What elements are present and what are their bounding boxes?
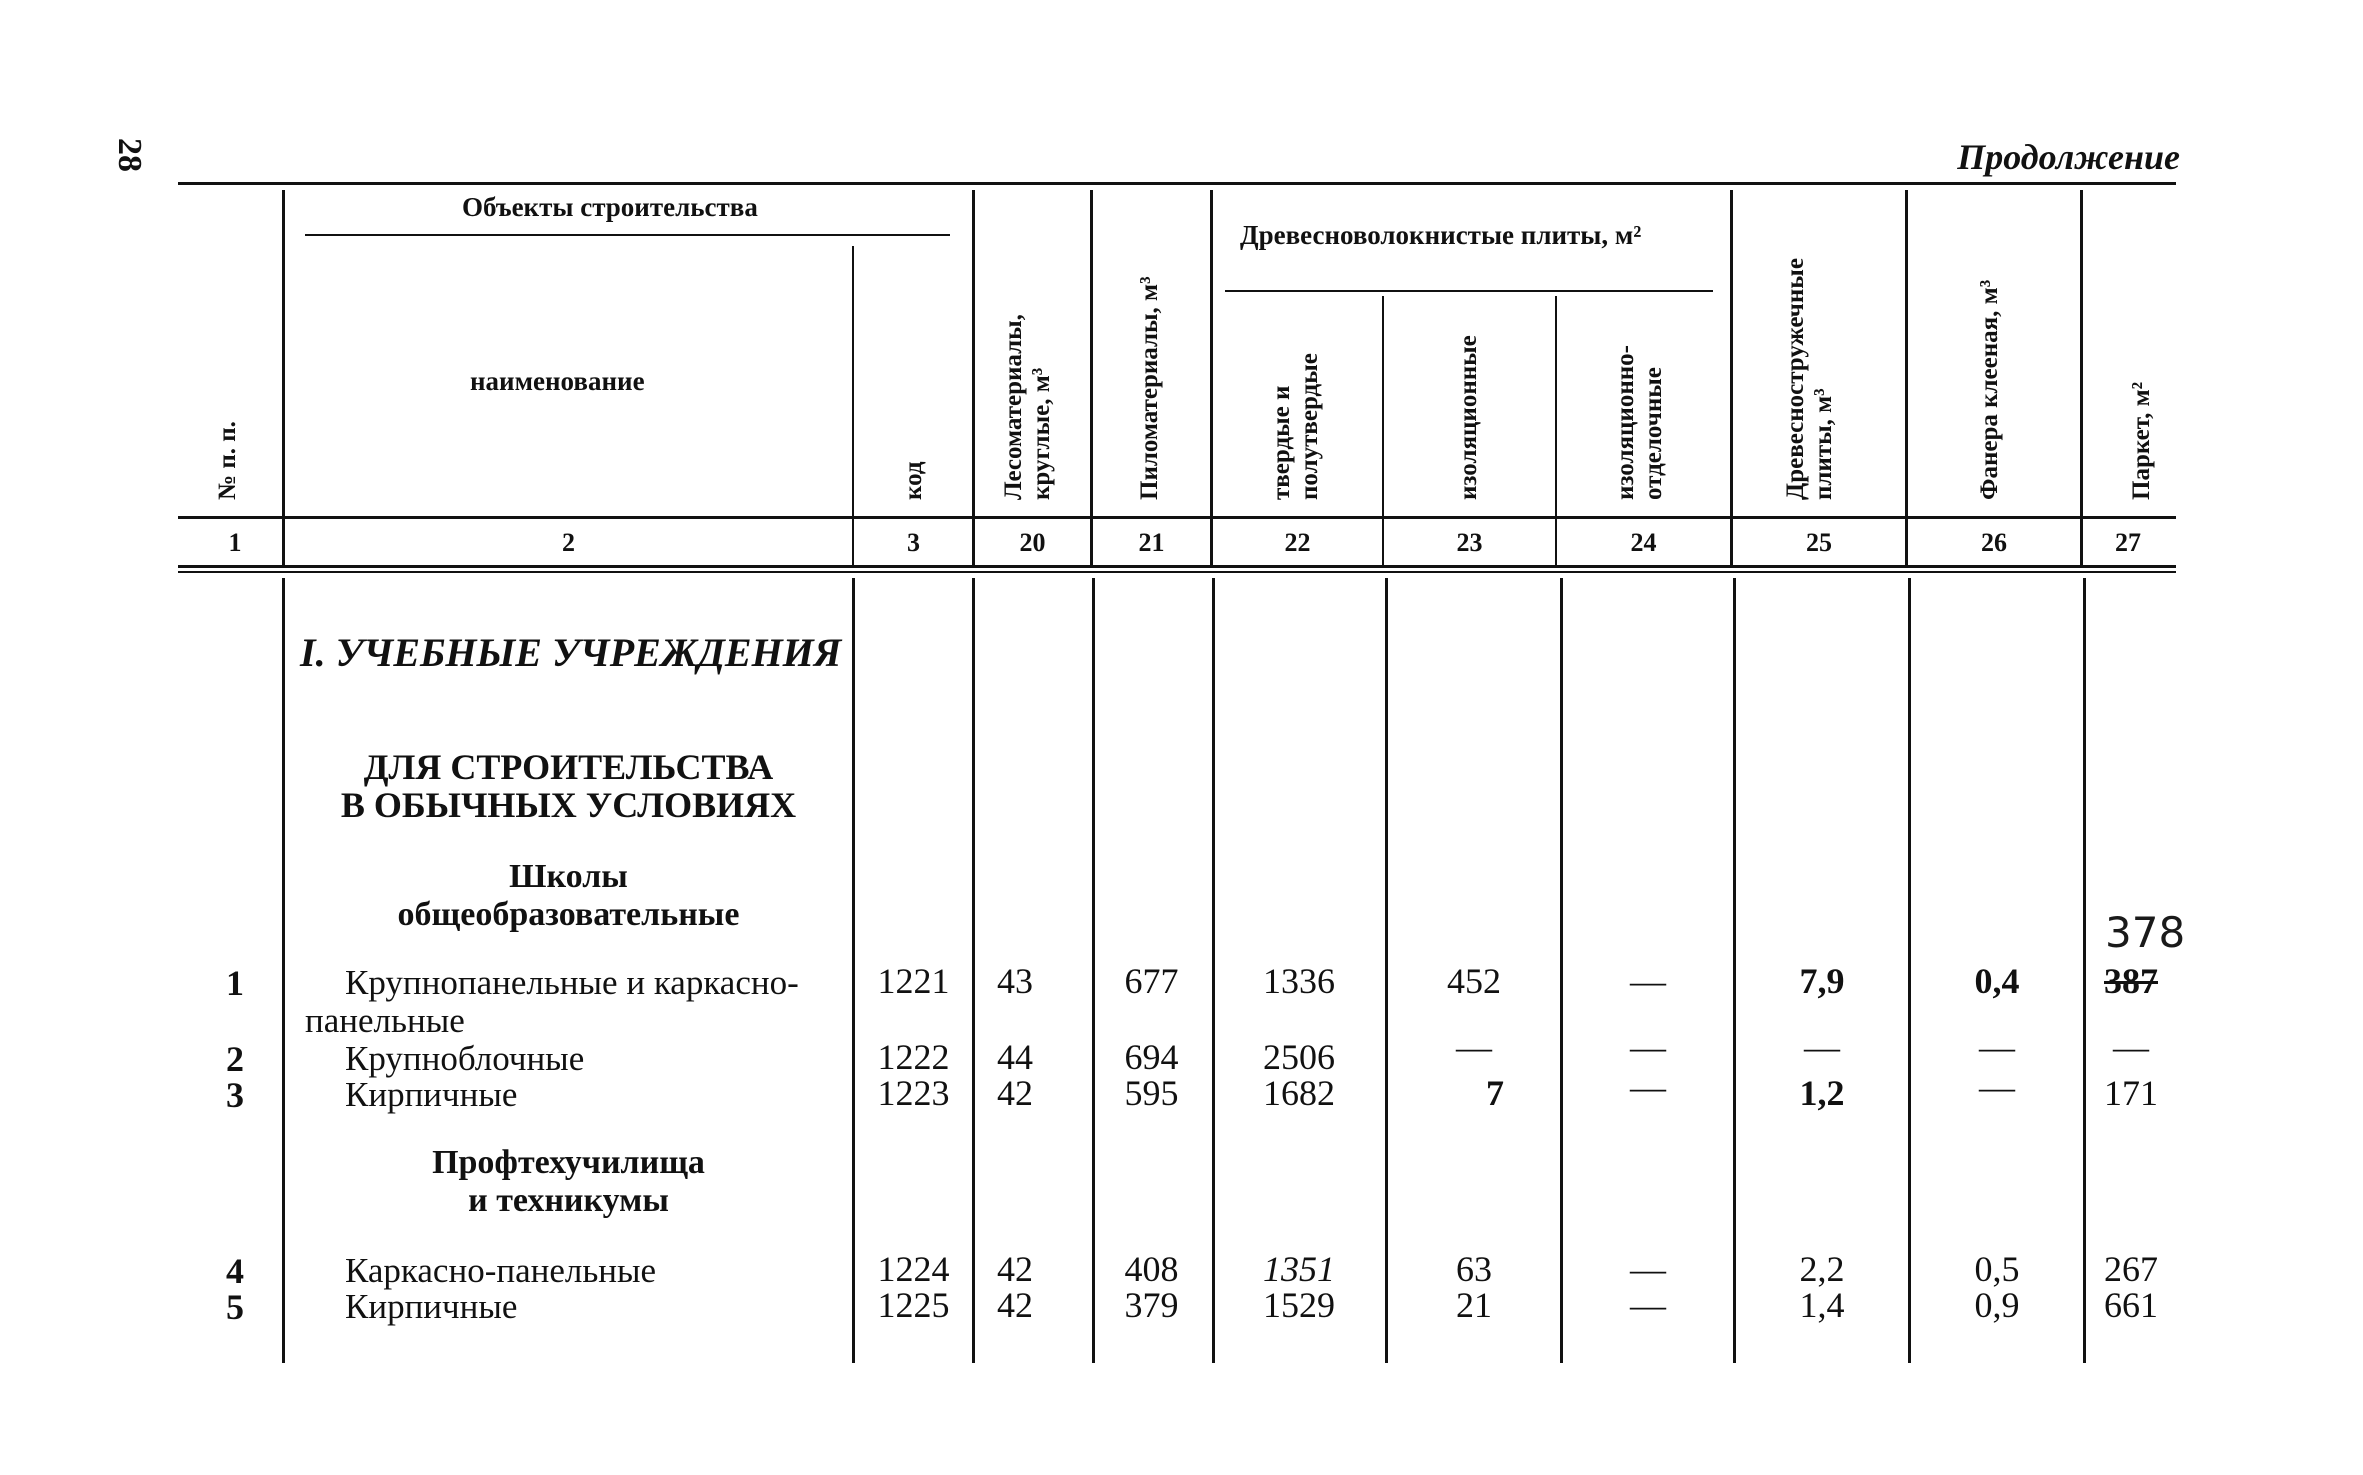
colnum-2: 2 xyxy=(562,528,575,557)
cell-24: — xyxy=(1630,961,1666,1001)
vline-h-7 xyxy=(1555,296,1557,565)
row-name: Крупнопанельные и каркасно- панельные xyxy=(305,963,799,1040)
cell-27: 661 xyxy=(2104,1285,2158,1325)
cell-24: — xyxy=(1630,1285,1666,1325)
top-rule xyxy=(178,182,2176,185)
cell-25: 7,9 xyxy=(1799,961,1845,1001)
vline-h-10 xyxy=(2080,190,2083,565)
cell-22: 2506 xyxy=(1263,1037,1335,1077)
fiberboard-underline xyxy=(1225,290,1713,292)
cell-23: 452 xyxy=(1447,961,1501,1001)
objects-underline xyxy=(305,234,950,236)
header-fb-finish: изоляционно- отделочные xyxy=(1612,345,1667,500)
vline-h-9 xyxy=(1905,190,1908,565)
cell-23: 21 xyxy=(1456,1285,1492,1325)
header-code: код xyxy=(900,461,927,500)
cell-25: 1,2 xyxy=(1799,1073,1845,1113)
cell-23: — xyxy=(1456,1027,1492,1067)
colnum-25: 25 xyxy=(1806,528,1832,557)
cell-22: 1336 xyxy=(1263,961,1335,1001)
cell-21: 595 xyxy=(1124,1073,1179,1113)
cell-27: — xyxy=(2113,1027,2149,1067)
row-number: 4 xyxy=(226,1251,244,1291)
page-number: 28 xyxy=(111,138,148,172)
section-main: I. УЧЕБНЫЕ УЧРЕЖДЕНИЯ xyxy=(300,630,842,675)
cell-20: 42 xyxy=(997,1073,1033,1113)
cell-26: 0,9 xyxy=(1974,1285,2020,1325)
colnum-26: 26 xyxy=(1981,528,2007,557)
vline-h-4 xyxy=(1090,190,1093,565)
cell-23: 63 xyxy=(1456,1249,1492,1289)
continued-label: Продолжение xyxy=(1957,137,2180,177)
group-vocational: Профтехучилища и техникумы xyxy=(432,1144,705,1219)
vline-b-1 xyxy=(282,578,285,1363)
cell-21: 379 xyxy=(1124,1285,1179,1325)
cell-20: 42 xyxy=(997,1249,1033,1289)
colnum-27: 27 xyxy=(2115,528,2141,557)
cell-22: 1529 xyxy=(1263,1285,1335,1325)
cell-25: 2,2 xyxy=(1799,1249,1845,1289)
vline-h-2 xyxy=(852,246,854,565)
cell-27: 171 xyxy=(2104,1073,2158,1113)
row-number: 1 xyxy=(226,963,244,1003)
header-round-timber: Лесоматериалы, круглые, м³ xyxy=(1000,314,1055,500)
colnum-3: 3 xyxy=(907,528,920,557)
cell-26: 0,5 xyxy=(1974,1249,2020,1289)
cell-26: — xyxy=(1979,1067,2015,1107)
cell-23: 7 xyxy=(1486,1073,1504,1113)
cell-27: 387 xyxy=(2104,961,2158,1001)
cell-code: 1225 xyxy=(877,1285,950,1325)
header-name: наименование xyxy=(470,366,645,396)
vline-h-8 xyxy=(1730,190,1733,565)
header-rule-1 xyxy=(178,516,2176,519)
row-number: 2 xyxy=(226,1039,244,1079)
cell-27: 267 xyxy=(2104,1249,2158,1289)
row-number: 3 xyxy=(226,1075,244,1115)
cell-24: — xyxy=(1630,1249,1666,1289)
row-name: Кирпичные xyxy=(345,1075,518,1114)
cell-21: 408 xyxy=(1124,1249,1179,1289)
colnum-1: 1 xyxy=(228,528,242,557)
colnum-21: 21 xyxy=(1138,528,1165,557)
cell-26: 0,4 xyxy=(1974,961,2020,1001)
handwritten-correction: 378 xyxy=(2105,908,2186,957)
header-rule-3 xyxy=(178,571,2176,573)
cell-21: 694 xyxy=(1124,1037,1179,1077)
cell-code: 1224 xyxy=(877,1249,950,1289)
header-fb-insul: изоляционные xyxy=(1455,335,1482,500)
vline-h-6 xyxy=(1382,296,1384,565)
cell-code: 1221 xyxy=(877,961,950,1001)
row-name: Крупноблочные xyxy=(345,1039,585,1078)
header-sawn: Пиломатериалы, м³ xyxy=(1136,276,1163,500)
cell-20: 42 xyxy=(997,1285,1033,1325)
vline-h-3 xyxy=(972,190,975,565)
header-rule-2 xyxy=(178,565,2176,568)
header-fb-hard: твердые и полутвердые xyxy=(1268,353,1323,500)
header-parquet: Паркет, м² xyxy=(2128,381,2155,500)
header-chipboard: Древесностружечные плиты, м³ xyxy=(1782,258,1837,500)
cell-22: 1682 xyxy=(1263,1073,1335,1113)
section-sub: ДЛЯ СТРОИТЕЛЬСТВА В ОБЫЧНЫХ УСЛОВИЯХ xyxy=(340,747,797,825)
cell-24: — xyxy=(1630,1067,1666,1107)
cell-22: 1351 xyxy=(1263,1249,1335,1289)
row-name: Каркасно-панельные xyxy=(345,1251,657,1290)
header-col-no: № п. п. xyxy=(214,421,241,500)
row-name: Кирпичные xyxy=(345,1287,518,1326)
colnum-24: 24 xyxy=(1630,528,1657,557)
group-schools: Школы общеобразовательные xyxy=(397,858,740,933)
cell-25: — xyxy=(1804,1027,1840,1067)
colnum-22: 22 xyxy=(1284,528,1311,557)
vline-h-5 xyxy=(1210,190,1213,565)
cell-24: — xyxy=(1630,1027,1666,1067)
cell-20: 44 xyxy=(997,1037,1033,1077)
header-objects: Объекты строительства xyxy=(462,192,758,222)
header-fiberboard: Древесноволокнистые плиты, м² xyxy=(1240,220,1642,250)
vline-h-1 xyxy=(282,190,285,565)
cell-code: 1223 xyxy=(877,1073,950,1113)
header-plywood: Фанера клееная, м³ xyxy=(1976,279,2003,500)
cell-20: 43 xyxy=(997,961,1033,1001)
cell-26: — xyxy=(1979,1027,2015,1067)
cell-code: 1222 xyxy=(877,1037,950,1077)
row-number: 5 xyxy=(226,1287,244,1327)
colnum-20: 20 xyxy=(1019,528,1046,557)
colnum-23: 23 xyxy=(1456,528,1483,557)
cell-21: 677 xyxy=(1124,961,1179,1001)
cell-25: 1,4 xyxy=(1799,1285,1845,1325)
